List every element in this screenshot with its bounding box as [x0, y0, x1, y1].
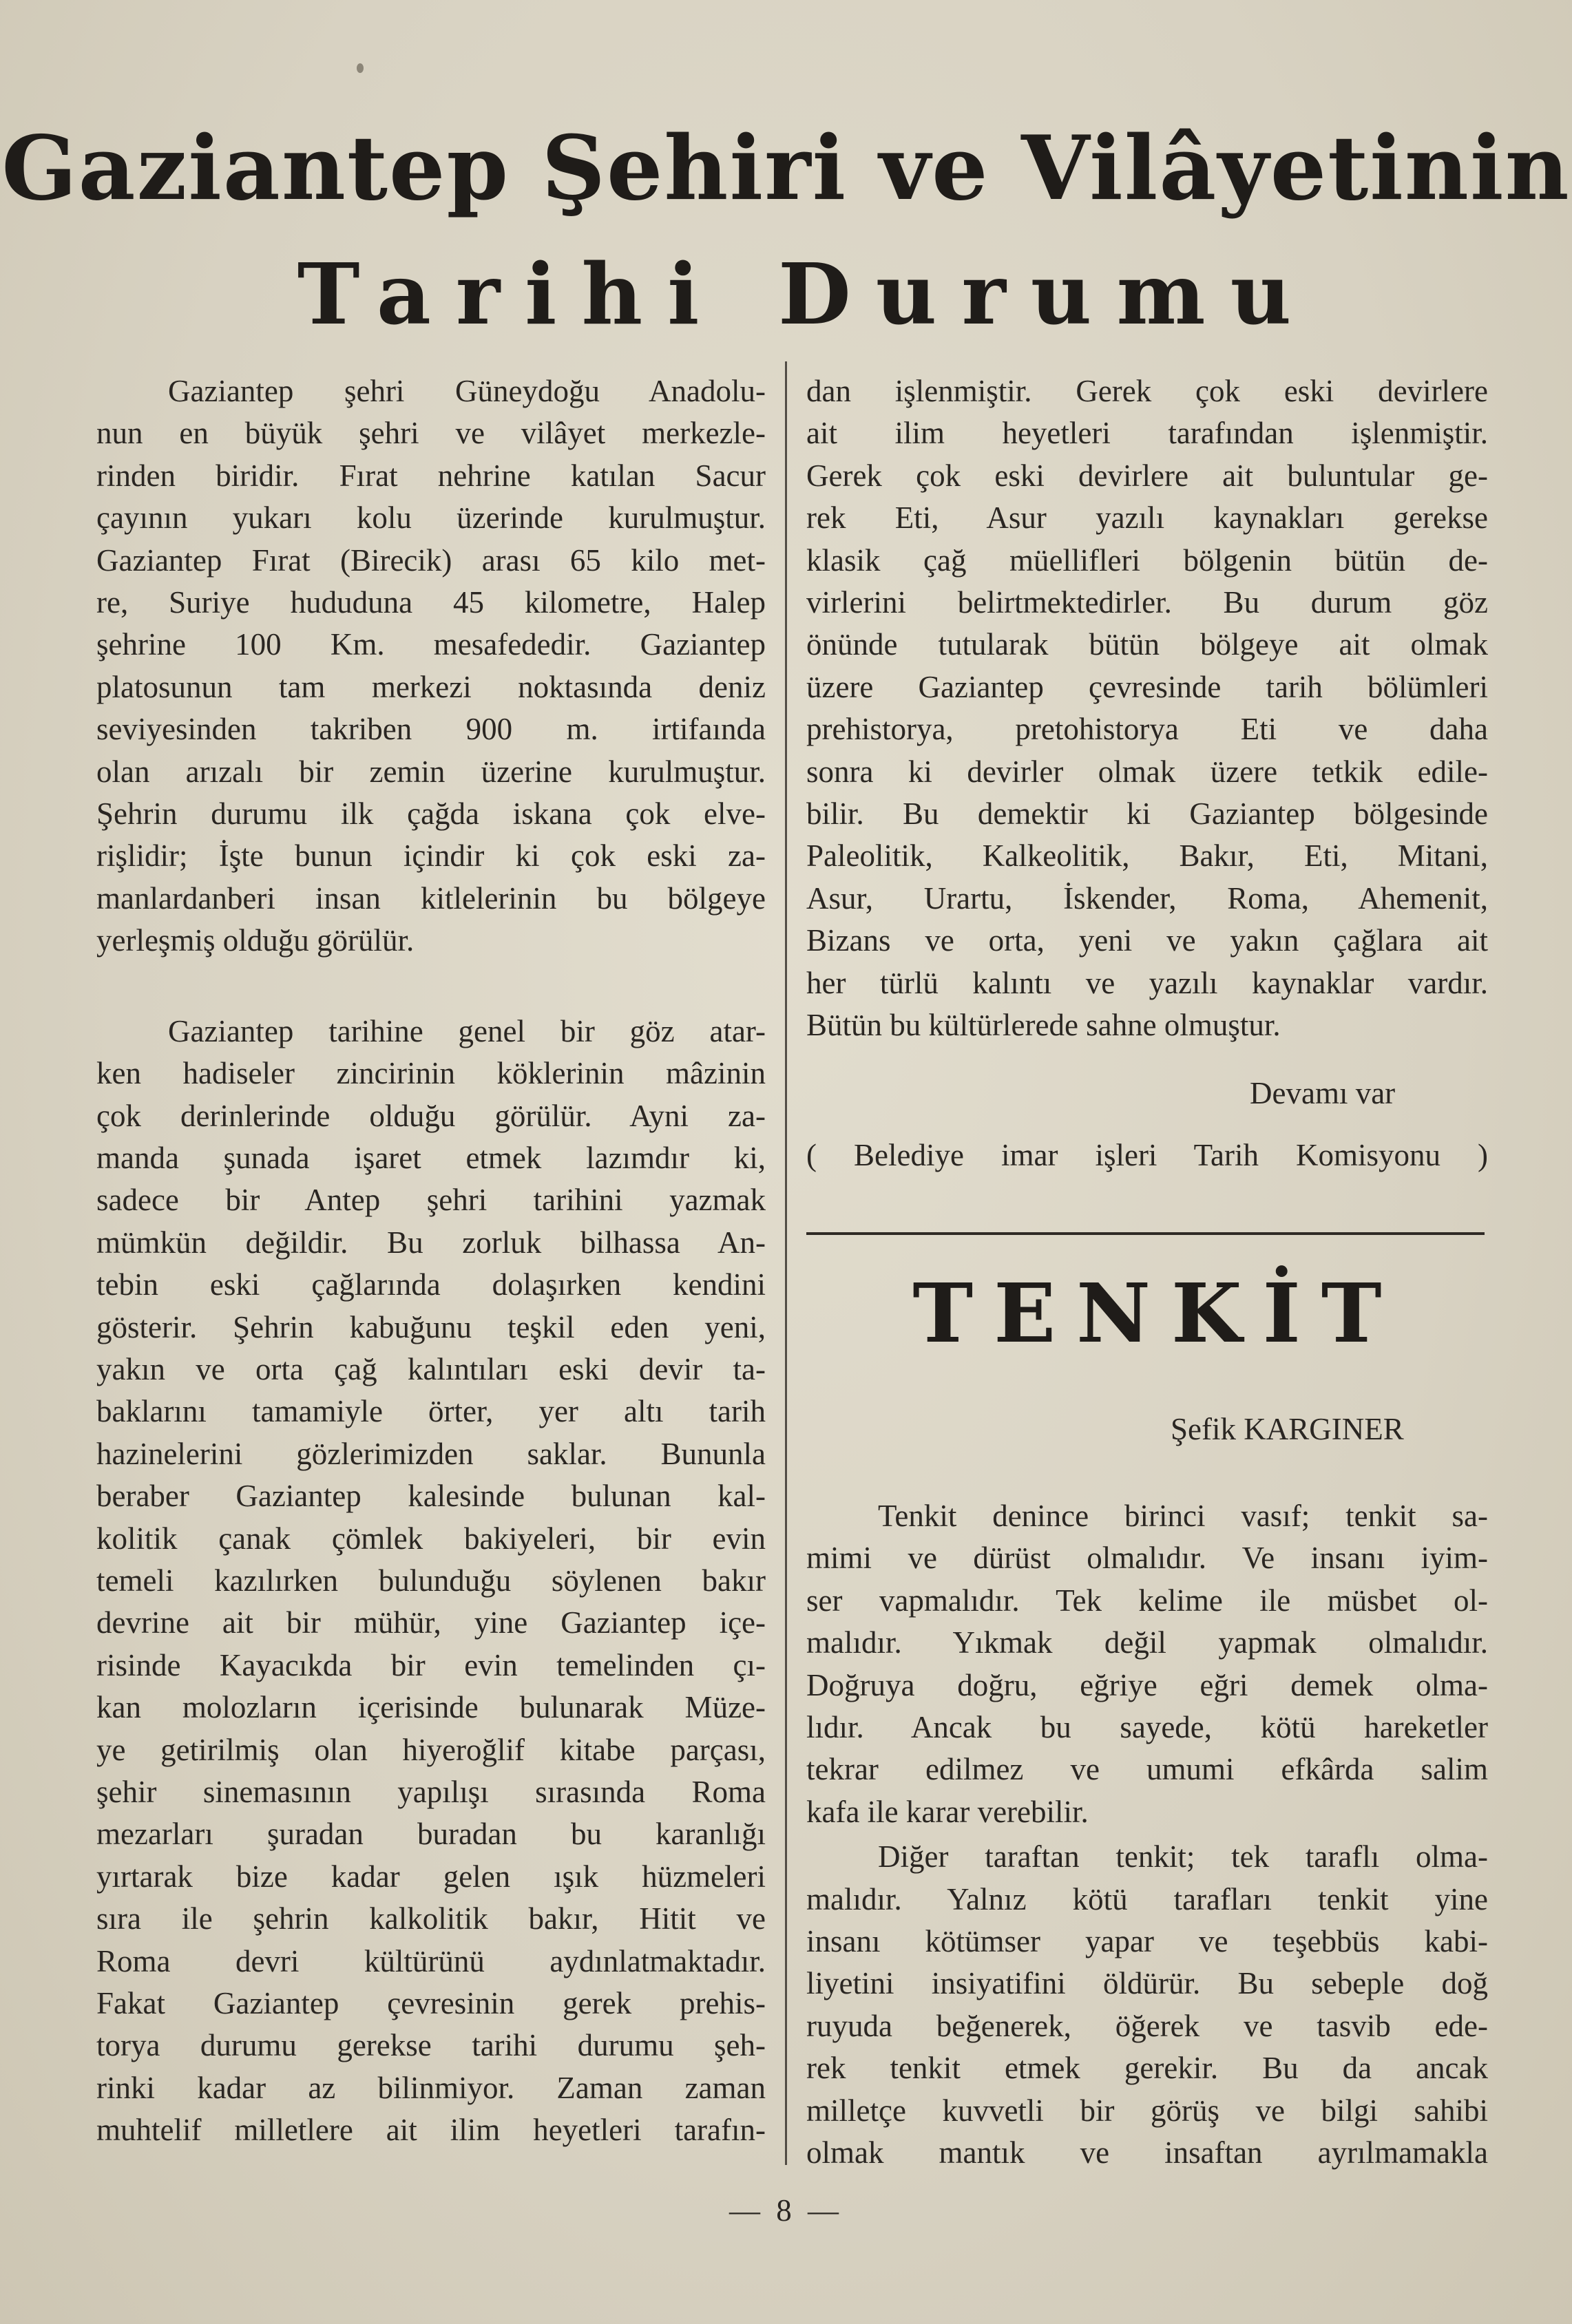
text-line: insanı kötümser yapar ve teşebbüs kabi- [806, 1924, 1488, 1959]
text-line: olmak mantık ve insaftan ayrılmamakla [806, 2135, 1488, 2170]
text-line: Paleolitik, Kalkeolitik, Bakır, Eti, Mitani, [806, 838, 1488, 874]
text-line: Tenkit denince birinci vasıf; tenkit sa- [878, 1499, 1488, 1533]
text-line: rinki kadar az bilinmiyor. Zaman zaman [96, 2070, 766, 2105]
text-line: şehrine 100 Km. mesafededir. Gaziantep [96, 627, 766, 662]
text-line: sadece bir Antep şehri tarihini yazmak [96, 1183, 766, 1218]
text-line: virlerini belirtmektedirler. Bu durum göz [806, 585, 1488, 620]
text-line: tebin eski çağlarında dolaşırken kendini [96, 1267, 766, 1302]
text-line: temeli kazılırken bulunduğu söylenen bakır [96, 1563, 766, 1598]
text-line: hazinelerini gözlerimizden saklar. Bununla [96, 1436, 766, 1471]
text-line: Asur, Urartu, İskender, Roma, Ahemenit, [806, 880, 1488, 916]
text-line: mezarları şuradan buradan bu karanlığı [96, 1817, 766, 1852]
text-line: kolitik çanak çömlek bakiyeleri, bir evin [96, 1521, 766, 1556]
text-line: prehistorya, pretohistorya Eti ve daha [806, 712, 1488, 747]
text-line: Doğruya doğru, eğriye eğri demek olma- [806, 1667, 1488, 1702]
text-line: Şehrin durumu ilk çağda iskana çok elve- [96, 796, 766, 832]
text-line: malıdır. Yıkmak değil yapmak olmalıdır. [806, 1625, 1488, 1660]
article-paragraph-2 [96, 1011, 766, 2152]
text-line: ye getirilmiş olan hiyeroğlif kitabe parçası, [96, 1732, 766, 1767]
text-line: sonra ki devirler olmak üzere tetkik edile- [806, 754, 1488, 789]
text-line: Gaziantep tarihine genel bir göz atar- [168, 1013, 766, 1048]
text-line: ken hadiseler zincirinin köklerinin mâzinin [96, 1056, 766, 1091]
text-line: nun en büyük şehri ve vilâyet merkezle- [96, 416, 766, 451]
text-line: tekrar edilmez ve umumi efkârda salim [806, 1752, 1488, 1787]
text-line: rek Eti, Asur yazılı kaynakları gerekse [806, 500, 1488, 536]
text-line: platosunun tam merkezi noktasında deniz [96, 669, 766, 704]
text-line: şehir sinemasının yapılışı sırasında Roma [96, 1775, 766, 1809]
article-paragraph-1 [96, 370, 766, 962]
text-line: üzere Gaziantep çevresinde tarih bölümleri [806, 669, 1488, 704]
text-line: önünde tutularak bütün bölgeye ait olmak [806, 627, 1488, 662]
text-line: Fakat Gaziantep çevresinin gerek prehis- [96, 1986, 766, 2021]
page-number: — 8 — [729, 2193, 843, 2228]
article-title-line2: Tarihi Durumu [297, 244, 1317, 344]
text-line: her türlü kalıntı ve yazılı kaynaklar vardır. [806, 965, 1488, 1000]
text-line: rek tenkit etmek gerekir. Bu da ancak [806, 2051, 1488, 2086]
text-line: çayının yukarı kolu üzerinde kurulmuştur. [96, 500, 766, 536]
ink-speck [357, 63, 364, 73]
article-source: ( Belediye imar işleri Tarih Komisyonu ) [806, 1138, 1488, 1172]
section-rule [806, 1232, 1485, 1235]
text-line: çok derinlerinde olduğu görülür. Ayni za- [96, 1098, 766, 1133]
text-line: risinde Kayacıkda bir evin temelinden çı- [96, 1647, 766, 1682]
text-line: mimi ve dürüst olmalıdır. Ve insanı iyim- [806, 1541, 1488, 1576]
text-line: Roma devri kültürünü aydınlatmaktadır. [96, 1943, 766, 1978]
text-line: dan işlenmiştir. Gerek çok eski devirlere [806, 374, 1488, 408]
text-line: ser vapmalıdır. Tek kelime ile müsbet ol- [806, 1583, 1488, 1618]
text-line: mümkün değildir. Bu zorluk bilhassa An- [96, 1225, 766, 1260]
text-line: baklarını tamamiyle örter, yer altı tarih [96, 1394, 766, 1429]
text-line: rişlidir; İşte bunun içindir ki çok eski za- [96, 838, 766, 874]
text-line: lıdır. Ancak bu sayede, kötü hareketler [806, 1710, 1488, 1745]
text-line: liyetini insiyatifini öldürür. Bu sebeple doğ [806, 1966, 1488, 2001]
text-line: kan molozların içerisinde bulunarak Müze- [96, 1690, 766, 1725]
article-title-line1: Gaziantep Şehiri ve Vilâyetinin [1, 117, 1571, 220]
text-line: muhtelif milletlere ait ilim heyetleri tarafın- [96, 2113, 766, 2148]
text-line: Gaziantep şehri Güneydoğu Anadolu- [168, 374, 766, 408]
text-line: Gerek çok eski devirlere ait buluntular ge- [806, 458, 1488, 493]
text-line: malıdır. Yalnız kötü tarafları tenkit yine [806, 1881, 1488, 1916]
text-line: Bütün bu kültürlerede sahne olmuştur. [806, 1008, 1281, 1043]
text-line: milletçe kuvvetli bir görüş ve bilgi sahibi [806, 2093, 1488, 2128]
text-line: yerleşmiş olduğu görülür. [96, 923, 415, 958]
text-line: Diğer taraftan tenkit; tek taraflı olma- [878, 1839, 1488, 1874]
tenkit-paragraph-2 [806, 1836, 1488, 2174]
right-column [806, 370, 1488, 1047]
column-divider [785, 361, 787, 2165]
left-column [96, 370, 766, 2152]
tenkit-author: Şefik KARGINER [1171, 1412, 1404, 1446]
tenkit-title: TENKİT [912, 1265, 1403, 1361]
text-line: bilir. Bu demektir ki Gaziantep bölgesinde [806, 796, 1488, 832]
text-line: beraber Gaziantep kalesinde bulunan kal- [96, 1479, 766, 1514]
article-paragraph-3 [806, 370, 1488, 1047]
text-line: olan arızalı bir zemin üzerine kurulmuştur. [96, 754, 766, 789]
tenkit-paragraph-1 [806, 1495, 1488, 1833]
text-line: Bizans ve orta, yeni ve yakın çağlara ait [806, 923, 1488, 958]
text-line: rinden biridir. Fırat nehrine katılan Sacur [96, 458, 766, 493]
text-line: devrine ait bir mühür, yine Gaziantep içe- [96, 1605, 766, 1640]
text-line: manda şunada işaret etmek lazımdır ki, [96, 1140, 766, 1175]
text-line: klasik çağ müellifleri bölgenin bütün de- [806, 542, 1488, 578]
text-line: re, Suriye hududuna 45 kilometre, Halep [96, 585, 766, 620]
text-line: ait ilim heyetleri tarafından işlenmiştir. [806, 416, 1488, 451]
text-line: gösterir. Şehrin kabuğunu teşkil eden yeni, [96, 1309, 766, 1344]
tenkit-body [806, 1495, 1488, 2175]
text-line: seviyesinden takriben 900 m. irtifaında [96, 712, 766, 747]
continued-note: Devamı var [1250, 1076, 1396, 1110]
text-line: yırtarak bize kadar gelen ışık hüzmeleri [96, 1859, 766, 1894]
text-line: sıra ile şehrin kalkolitik bakır, Hitit ve [96, 1901, 766, 1936]
text-line: yakın ve orta çağ kalıntıları eski devir ta- [96, 1351, 766, 1386]
text-line: kafa ile karar verebilir. [806, 1794, 1089, 1829]
text-line: ruyuda beğenerek, öğerek ve tasvib ede- [806, 2008, 1488, 2043]
text-line: torya durumu gerekse tarihi durumu şeh- [96, 2028, 766, 2063]
text-line: manlardanberi insan kitlelerinin bu bölgeye [96, 880, 766, 916]
text-line: Gaziantep Fırat (Birecik) arası 65 kilo met- [96, 542, 766, 578]
